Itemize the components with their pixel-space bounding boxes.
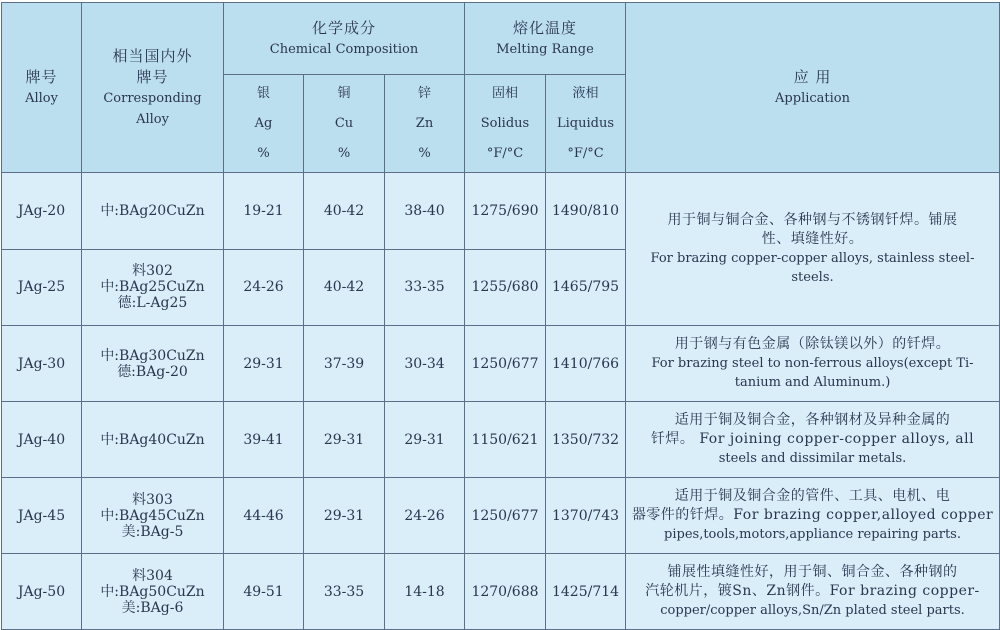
application-line: 用于铜与铜合金、各种钢与不锈钢钎焊。铺展 xyxy=(667,212,958,228)
application-cell xyxy=(626,554,1000,630)
table-row xyxy=(2,173,1000,250)
zn-header-unit: % xyxy=(418,145,431,161)
alloy-header-en: Alloy xyxy=(25,90,58,106)
application-line: 器零件的钎焊。For brazing copper,alloyed copper xyxy=(631,507,994,523)
application-line: copper/copper alloys,Sn/Zn plated steel parts. xyxy=(660,603,965,618)
solidus-cell: 1150/621 xyxy=(465,402,546,478)
cu-header-unit: % xyxy=(337,145,351,161)
application-header-cn: 应 用 xyxy=(793,67,832,86)
cu-cell: 40-42 xyxy=(304,249,385,326)
corresponding-line: 料303 xyxy=(132,491,173,508)
cu-header-en: Cu xyxy=(334,115,354,131)
corresponding-line: 美:BAg-6 xyxy=(121,599,184,616)
corresponding-cell xyxy=(82,326,224,402)
corresponding-header-cn2: 牌号 xyxy=(136,67,169,86)
application-line: For brazing copper-copper alloys, stainless steel- xyxy=(650,251,975,266)
application-header xyxy=(626,3,1000,173)
zn-header-cn: 锌 xyxy=(417,85,431,101)
zn-cell: 29-31 xyxy=(385,402,465,478)
ag-cell: 49-51 xyxy=(224,554,304,630)
corresponding-line: 中:BAg45CuZn xyxy=(100,507,205,524)
application-line: tanium and Aluminum.) xyxy=(734,375,891,390)
melting-range-header xyxy=(465,3,626,75)
liquidus-cell: 1370/743 xyxy=(546,478,626,554)
application-cell xyxy=(626,173,1000,326)
application-line: 铺展性填缝性好，用于铜、铜合金、各种钢的 xyxy=(667,564,958,580)
corresponding-line: 中:BAg25CuZn xyxy=(100,279,205,296)
corresponding-line: 美:BAg-5 xyxy=(121,523,184,540)
liquidus-header-unit: °F/°C xyxy=(567,145,604,161)
alloy-header-cn: 牌号 xyxy=(25,67,58,86)
corresponding-cell xyxy=(82,478,224,554)
application-cell xyxy=(626,402,1000,478)
liquidus-cell: 1465/795 xyxy=(546,249,626,326)
alloy-cell: JAg-30 xyxy=(2,326,82,402)
corresponding-header-en1: Corresponding xyxy=(103,90,202,106)
liquidus-header xyxy=(546,75,626,173)
zn-cell: 38-40 xyxy=(385,173,465,250)
solidus-cell: 1250/677 xyxy=(465,478,546,554)
application-line: steels. xyxy=(791,270,834,285)
application-line: steels and dissimilar metals. xyxy=(718,451,907,466)
application-cell xyxy=(626,326,1000,402)
application-line: pipes,tools,motors,appliance repairing parts. xyxy=(664,527,961,542)
ag-header-en: Ag xyxy=(254,115,273,131)
corresponding-line: 德:BAg-20 xyxy=(117,363,188,380)
alloy-cell: JAg-20 xyxy=(2,173,82,250)
alloy-cell: JAg-40 xyxy=(2,402,82,478)
liquidus-header-en: Liquidus xyxy=(557,115,615,131)
liquidus-cell: 1410/766 xyxy=(546,326,626,402)
corresponding-cell xyxy=(82,554,224,630)
cu-cell: 29-31 xyxy=(304,478,385,554)
cu-cell: 37-39 xyxy=(304,326,385,402)
liquidus-cell: 1350/732 xyxy=(546,402,626,478)
table-row xyxy=(2,326,1000,402)
corresponding-line: 中:BAg20CuZn xyxy=(100,202,205,219)
cu-cell: 33-35 xyxy=(304,554,385,630)
corresponding-line: 中:BAg30CuZn xyxy=(100,347,205,364)
zn-cell: 30-34 xyxy=(385,326,465,402)
ag-cell: 39-41 xyxy=(224,402,304,478)
ag-header-unit: % xyxy=(257,145,270,161)
corresponding-header-cn1: 相当国内外 xyxy=(112,46,193,65)
ag-cell: 29-31 xyxy=(224,326,304,402)
application-header-en: Application xyxy=(775,90,850,106)
chemical-composition-header xyxy=(224,3,465,75)
alloy-spec-table xyxy=(1,2,1000,630)
ag-cell: 19-21 xyxy=(224,173,304,250)
corresponding-header-en2: Alloy xyxy=(136,111,169,127)
cu-header xyxy=(304,75,385,173)
application-line: 用于钢与有色金属（除钛镁以外）的钎焊。 xyxy=(674,336,951,352)
application-cell xyxy=(626,478,1000,554)
ag-cell: 24-26 xyxy=(224,249,304,326)
corresponding-cell xyxy=(82,402,224,478)
zn-header xyxy=(385,75,465,173)
application-line: For brazing steel to non-ferrous alloys(except Ti- xyxy=(651,356,974,371)
zn-cell: 33-35 xyxy=(385,249,465,326)
solidus-cell: 1250/677 xyxy=(465,326,546,402)
application-line: 汽轮机片，镀Sn、Zn钢件。For brazing copper- xyxy=(645,583,980,599)
zn-cell: 24-26 xyxy=(385,478,465,554)
corresponding-cell xyxy=(82,249,224,326)
zn-cell: 14-18 xyxy=(385,554,465,630)
melting-header-cn: 熔化温度 xyxy=(513,18,578,37)
liquidus-cell: 1425/714 xyxy=(546,554,626,630)
chemical-header-en: Chemical Composition xyxy=(269,41,419,57)
corresponding-cell xyxy=(82,173,224,250)
solidus-cell: 1255/680 xyxy=(465,249,546,326)
table-row xyxy=(2,554,1000,630)
corresponding-line: 中:BAg40CuZn xyxy=(100,431,205,448)
application-line: 钎焊。 For joining copper-copper alloys, all xyxy=(650,431,975,447)
table-row xyxy=(2,478,1000,554)
ag-header-cn: 银 xyxy=(256,85,270,101)
liquidus-cell: 1490/810 xyxy=(546,173,626,250)
corresponding-line: 德:L-Ag25 xyxy=(117,295,188,312)
corresponding-line: 料302 xyxy=(132,263,173,280)
ag-header xyxy=(224,75,304,173)
solidus-header xyxy=(465,75,546,173)
cu-cell: 40-42 xyxy=(304,173,385,250)
melting-header-en: Melting Range xyxy=(496,41,594,57)
corresponding-line: 中:BAg50CuZn xyxy=(100,583,205,600)
application-line: 适用于铜及铜合金，各种钢材及异种金属的 xyxy=(674,412,951,428)
corresponding-header xyxy=(82,3,224,173)
zn-header-en: Zn xyxy=(415,115,434,131)
solidus-header-cn: 固相 xyxy=(491,85,518,101)
cu-cell: 29-31 xyxy=(304,402,385,478)
solidus-header-en: Solidus xyxy=(480,115,530,131)
solidus-header-unit: °F/°C xyxy=(486,145,524,161)
application-line: 适用于铜及铜合金的管件、工具、电机、电 xyxy=(674,488,951,504)
corresponding-line: 料304 xyxy=(132,567,173,584)
chemical-header-cn: 化学成分 xyxy=(311,18,376,37)
alloy-cell: JAg-25 xyxy=(2,249,82,326)
application-line: 性、填缝性好。 xyxy=(761,231,864,247)
ag-cell: 44-46 xyxy=(224,478,304,554)
liquidus-header-cn: 液相 xyxy=(572,85,599,101)
cu-header-cn: 铜 xyxy=(337,85,351,101)
table-row xyxy=(2,402,1000,478)
solidus-cell: 1275/690 xyxy=(465,173,546,250)
solidus-cell: 1270/688 xyxy=(465,554,546,630)
alloy-header xyxy=(2,3,82,173)
alloy-cell: JAg-45 xyxy=(2,478,82,554)
alloy-cell: JAg-50 xyxy=(2,554,82,630)
